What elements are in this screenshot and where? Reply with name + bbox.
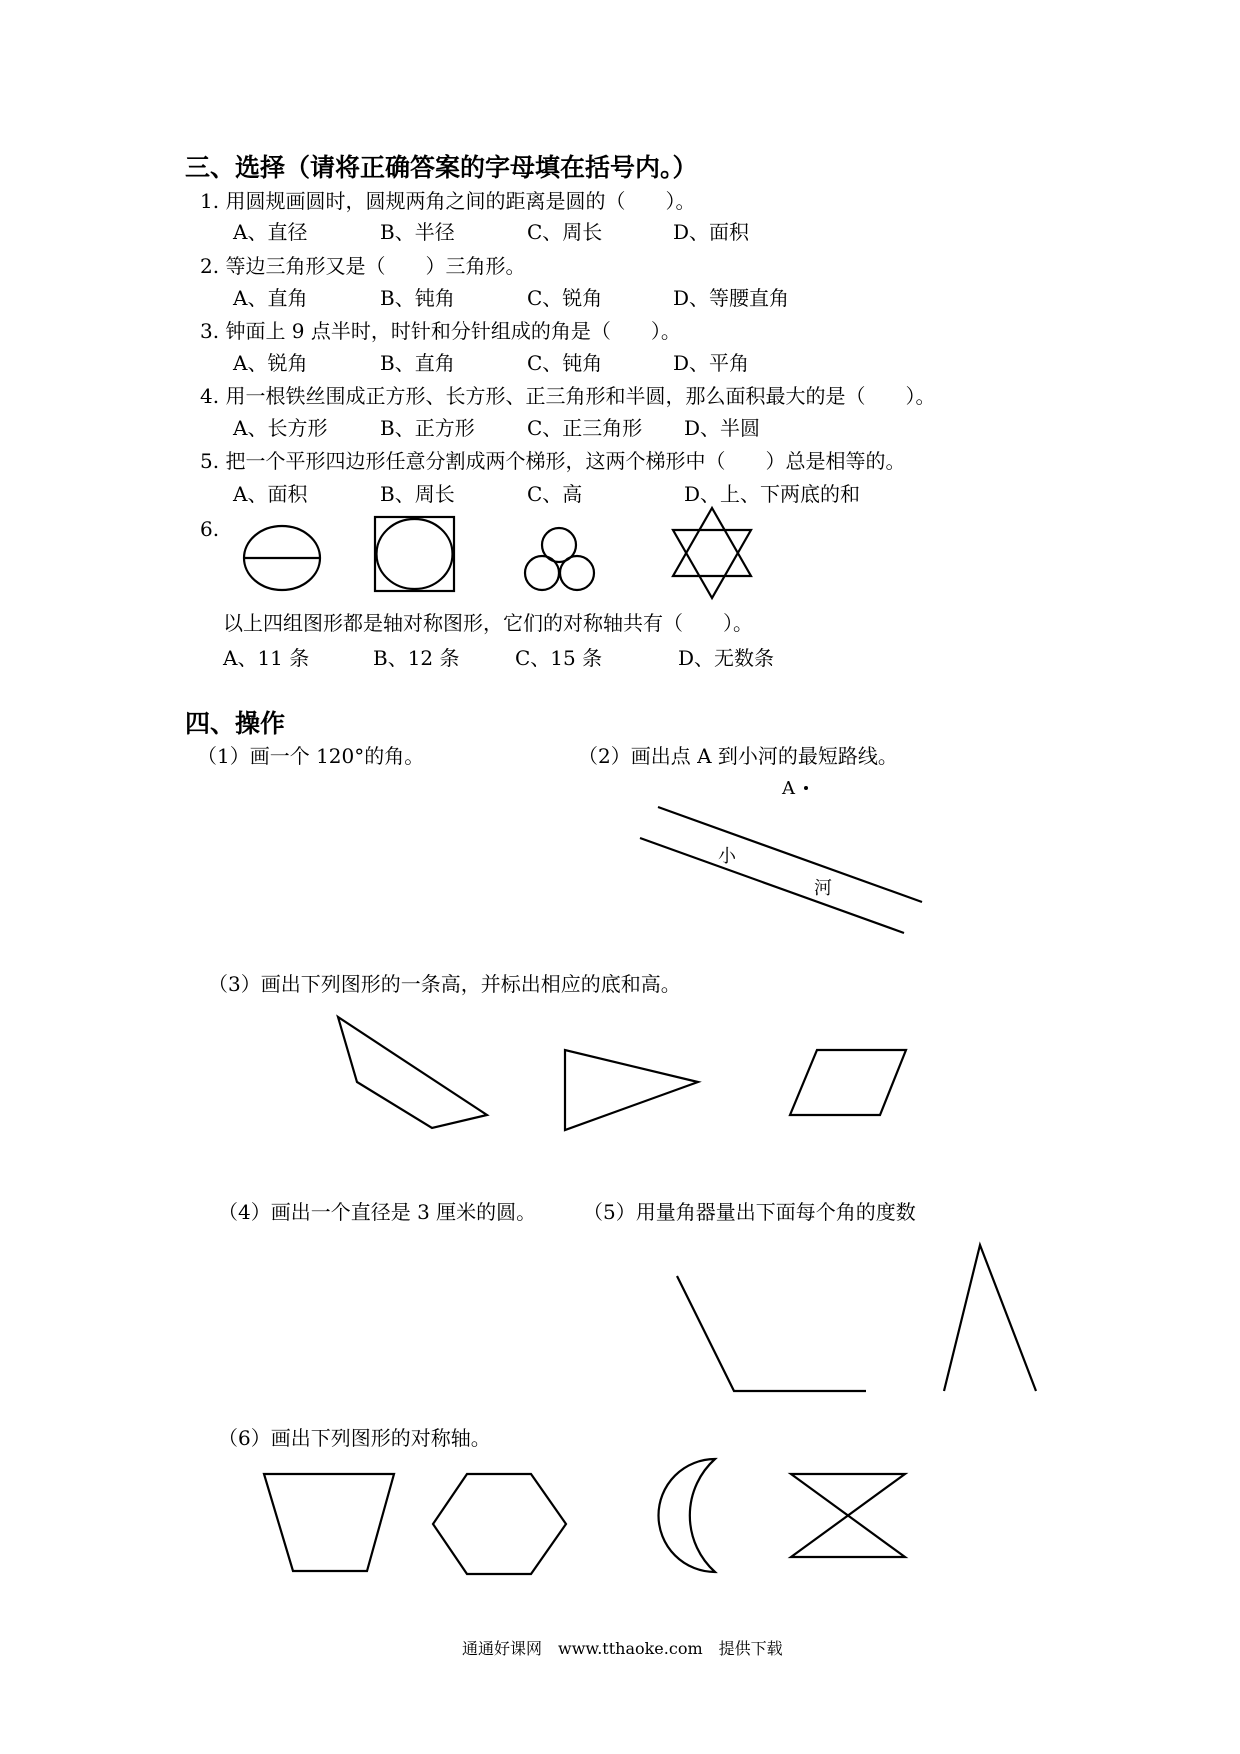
question-6-option-b: B、12 条 bbox=[373, 646, 460, 670]
question-2-option-b: B、钝角 bbox=[380, 286, 455, 310]
task-1-label: （1）画一个 120°的角。 bbox=[197, 744, 425, 768]
river-upper-bank bbox=[658, 807, 922, 902]
question-1-stem: 1. 用圆规画圆时，圆规两角之间的距离是圆的（ ）。 bbox=[200, 189, 696, 213]
question-1-option-b: B、半径 bbox=[380, 220, 455, 244]
question-4-option-c: C、正三角形 bbox=[527, 416, 643, 440]
task-5-obtuse-angle bbox=[677, 1276, 866, 1391]
question-6-option-c: C、15 条 bbox=[515, 646, 603, 670]
question-2-option-d: D、等腰直角 bbox=[673, 286, 790, 310]
task-3-triangle bbox=[565, 1050, 698, 1130]
question-6-option-a: A、11 条 bbox=[223, 646, 310, 670]
question-5-option-b: B、周长 bbox=[380, 482, 455, 506]
task-6-label: （6）画出下列图形的对称轴。 bbox=[218, 1426, 491, 1450]
section-4-title: 四、操作 bbox=[185, 709, 286, 738]
question-3-option-a: A、锐角 bbox=[233, 351, 308, 375]
question-3-option-b: B、直角 bbox=[380, 351, 455, 375]
question-1-option-c: C、周长 bbox=[527, 220, 603, 244]
q6-circle-in-square bbox=[375, 517, 454, 591]
task-6-trapezoid bbox=[264, 1474, 394, 1571]
task-5-label: （5）用量角器量出下面每个角的度数 bbox=[583, 1200, 916, 1224]
question-3-option-d: D、平角 bbox=[673, 351, 750, 375]
point-a bbox=[781, 778, 808, 799]
section-3-title: 三、选择（请将正确答案的字母填在括号内。） bbox=[185, 153, 698, 182]
river-lower-bank bbox=[640, 838, 904, 933]
task-6-hexagon bbox=[433, 1474, 566, 1574]
river-label-1: 小 bbox=[718, 846, 736, 867]
question-2-option-c: C、锐角 bbox=[527, 286, 603, 310]
task-3-parallelogram bbox=[790, 1050, 906, 1115]
question-3-option-c: C、钝角 bbox=[527, 351, 603, 375]
question-5-option-c: C、高 bbox=[527, 482, 583, 506]
question-1-option-a: A、直径 bbox=[233, 220, 308, 244]
question-5-stem: 5. 把一个平形四边形任意分割成两个梯形，这两个梯形中（ ）总是相等的。 bbox=[200, 449, 906, 473]
question-6-option-d: D、无数条 bbox=[678, 646, 775, 670]
question-4-option-a: A、长方形 bbox=[233, 416, 328, 440]
question-5-option-d: D、上、下两底的和 bbox=[684, 482, 861, 506]
river-label-2: 河 bbox=[814, 878, 832, 899]
question-4-option-b: B、正方形 bbox=[380, 416, 475, 440]
task-5-acute-angle bbox=[944, 1245, 1036, 1391]
river bbox=[640, 807, 922, 933]
q6-circle-with-diameter bbox=[244, 526, 320, 590]
task-4-label: （4）画出一个直径是 3 厘米的圆。 bbox=[218, 1200, 537, 1224]
question-2-stem: 2. 等边三角形又是（ ）三角形。 bbox=[200, 254, 526, 278]
question-6-number: 6. bbox=[200, 517, 220, 541]
question-1-option-d: D、面积 bbox=[673, 220, 750, 244]
q6-six-pointed-star bbox=[673, 508, 751, 598]
question-2-option-a: A、直角 bbox=[233, 286, 308, 310]
q6-three-circles bbox=[525, 528, 594, 590]
question-4-option-d: D、半圆 bbox=[684, 416, 761, 440]
footer-text: 通通好课网 www.tthaoke.com 提供下载 bbox=[462, 1639, 783, 1658]
point-a-label: A bbox=[782, 778, 795, 799]
question-3-stem: 3. 钟面上 9 点半时，时针和分针组成的角是（ ）。 bbox=[200, 319, 681, 343]
task-3-label: （3）画出下列图形的一条高，并标出相应的底和高。 bbox=[208, 972, 681, 996]
question-6-stem: 以上四组图形都是轴对称图形，它们的对称轴共有（ ）。 bbox=[223, 611, 753, 635]
point-a-dot bbox=[804, 786, 808, 790]
question-5-option-a: A、面积 bbox=[233, 482, 308, 506]
task-6-crescent bbox=[659, 1459, 716, 1572]
task-6-hourglass bbox=[791, 1474, 905, 1557]
task-3-trapezoid bbox=[338, 1017, 487, 1128]
task-2-label: （2）画出点 A 到小河的最短路线。 bbox=[578, 744, 898, 768]
question-4-stem: 4. 用一根铁丝围成正方形、长方形、正三角形和半圆，那么面积最大的是（ ）。 bbox=[200, 384, 936, 408]
